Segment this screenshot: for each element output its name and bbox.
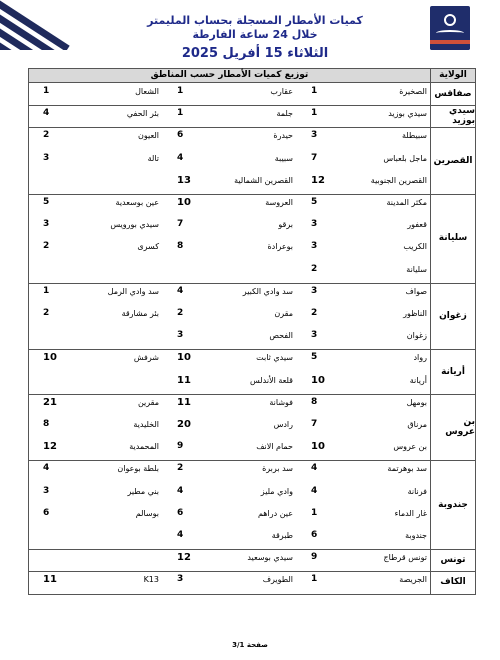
station-name: قلعة الأندلس (249, 375, 293, 385)
rainfall-value: 2 (43, 308, 50, 318)
rainfall-value: 2 (43, 130, 50, 141)
station-name: سد بربرة (262, 464, 293, 474)
table-row (29, 349, 431, 371)
station-name: صواف (405, 286, 427, 296)
rainfall-value: 3 (311, 330, 318, 341)
rainfall-value: 12 (177, 552, 191, 564)
rainfall-value: 3 (177, 574, 184, 585)
station-name: رادس (273, 420, 293, 429)
rainfall-value: 10 (177, 197, 191, 208)
station-name: أريانة (409, 375, 427, 385)
station-name: عقارب (270, 87, 293, 96)
table-row (29, 283, 431, 305)
rainfall-value: 3 (43, 485, 50, 496)
station-name: سبيبة (274, 153, 293, 163)
station-name: K13 (143, 575, 159, 585)
station-name: بوعرادة (267, 242, 293, 252)
station-name: جلمة (276, 109, 293, 119)
rainfall-value: 4 (177, 285, 184, 296)
table-header (29, 69, 475, 83)
rainfall-value: 1 (43, 86, 50, 96)
station-name: سليانة (406, 264, 427, 274)
rainfall-value: 1 (311, 108, 318, 119)
rainfall-value: 3 (311, 219, 318, 230)
rainfall-value: 1 (311, 86, 318, 96)
governorate-name: بن عروس (445, 417, 475, 438)
rainfall-value: 9 (177, 441, 184, 452)
page-number: صفحة 3/1 (232, 641, 268, 649)
station-name: جندوبة (405, 531, 427, 540)
station-name: الكريب (403, 242, 427, 252)
rainfall-value: 3 (177, 330, 184, 341)
table-row (29, 105, 431, 127)
station-name: القصرين الجنوبية (370, 175, 427, 185)
rainfall-value: 4 (177, 152, 184, 163)
station-name: سد بوهرتمة (387, 464, 427, 474)
station-name: العروسة (265, 198, 293, 207)
governorate-name: تونس (440, 555, 466, 566)
station-name: سبيطلة (401, 131, 427, 141)
table-row (29, 305, 431, 327)
table-row (29, 394, 431, 416)
station-name: سيدي بورويس (110, 220, 159, 230)
station-name: بومهل (406, 397, 427, 407)
governorate-name: القصرين (433, 155, 473, 166)
station-name: بئر الحفي (126, 109, 159, 119)
station-name: الطويرف (262, 575, 293, 585)
rainfall-value: 2 (311, 263, 318, 274)
distribution-column-header: توزيع كميات الأمطار حسب المناطق (150, 70, 309, 80)
rainfall-value: 4 (311, 485, 318, 496)
table-row (29, 483, 431, 505)
rainfall-value: 3 (43, 219, 50, 230)
rainfall-value: 5 (43, 197, 50, 207)
station-name: ماجل بلعباس (383, 153, 427, 163)
rainfall-value: 4 (311, 463, 318, 474)
rainfall-value: 21 (43, 396, 57, 408)
table-row (29, 527, 431, 549)
table-row (29, 571, 431, 593)
governorate-column-divider (430, 69, 475, 594)
station-name: بلطة بوعوان (117, 464, 159, 474)
table-row (29, 372, 431, 394)
rainfall-value: 7 (311, 419, 318, 429)
table-row (29, 549, 431, 571)
station-name: بن عروس (393, 442, 427, 452)
station-name: طبرقة (271, 531, 293, 540)
report-title: كميات الأمطار المسجلة بحساب المليمتر (147, 14, 363, 27)
rainfall-value: 11 (177, 396, 191, 408)
station-name: بني مطير (127, 486, 159, 496)
station-name: سيدي بوزيد (388, 109, 427, 119)
station-name: فرنانة (407, 486, 427, 496)
station-name: مقرين (137, 397, 159, 407)
rainfall-value: 2 (43, 241, 50, 252)
rainfall-value: 6 (311, 530, 318, 540)
table-row (29, 238, 431, 260)
rainfall-value: 4 (43, 108, 50, 119)
rainfall-value: 10 (43, 352, 57, 364)
rainfall-value: 12 (311, 174, 325, 186)
governorate-name: سيدي بوزيد (449, 106, 475, 127)
rainfall-value: 10 (311, 441, 325, 453)
station-name: شرفش (133, 353, 159, 363)
station-name: بئر مشارقة (121, 309, 159, 318)
governorate-name: الكاف (440, 577, 466, 588)
rainfall-value: 4 (43, 463, 50, 474)
table-row (29, 261, 431, 283)
rainfall-value: 20 (177, 419, 191, 430)
station-name: العيون (138, 131, 159, 141)
institute-logo-icon (430, 6, 470, 50)
governorate-name: زغوان (439, 311, 467, 322)
rainfall-value: 8 (43, 419, 50, 429)
station-name: سيدي ثابت (256, 353, 293, 363)
station-name: تونس قرطاج (383, 553, 427, 563)
station-name: الشعال (135, 87, 159, 96)
station-name: حمام الانف (256, 442, 293, 452)
rainfall-value: 7 (311, 152, 318, 163)
table-row (29, 460, 431, 482)
rainfall-value: 1 (311, 574, 318, 585)
station-name: مكثر المدينة (386, 198, 427, 207)
station-name: مرناق (407, 420, 427, 429)
governorate-name: أريانة (441, 366, 465, 377)
station-name: غار الدماء (394, 508, 427, 518)
station-name: كسرى (137, 242, 159, 252)
station-name: المحمدية (129, 442, 159, 452)
rainfall-value: 11 (43, 574, 57, 586)
station-name: عين دراهم (257, 508, 293, 518)
station-name: مقرن (274, 309, 293, 318)
station-name: قعفور (407, 220, 427, 230)
table-row (29, 505, 431, 527)
station-name: زغوان (406, 331, 427, 341)
rainfall-value: 13 (177, 174, 191, 186)
station-name: وادي مليز (260, 486, 293, 496)
table-row (29, 194, 431, 216)
rainfall-value: 1 (177, 108, 184, 119)
governorate-name: صفاقس (434, 89, 472, 100)
rainfall-table (28, 68, 476, 595)
rainfall-value: 3 (43, 152, 50, 163)
table-row (29, 150, 431, 172)
table-row (29, 327, 431, 349)
station-name: سيدي بوسعيد (247, 553, 293, 563)
rainfall-value: 5 (311, 352, 318, 363)
station-name: الخليدية (133, 420, 159, 429)
rainfall-value: 1 (311, 507, 318, 518)
station-name: القصرين الشمالية (234, 175, 293, 185)
rainfall-value: 10 (311, 374, 325, 386)
station-name: فوشانة (269, 397, 293, 407)
report-date: الثلاثاء 15 أفريل 2025 (181, 46, 329, 61)
rainfall-value: 4 (177, 530, 184, 540)
rainfall-value: 1 (177, 86, 184, 96)
table-row (29, 216, 431, 238)
rainfall-value: 8 (311, 396, 318, 407)
station-name: حيدرة (273, 131, 293, 141)
table-row (29, 127, 431, 149)
rainfall-value: 3 (311, 130, 318, 141)
governorate-name: جندوبة (438, 499, 468, 510)
station-name: الصخيرة (399, 87, 427, 96)
rainfall-value: 8 (177, 241, 184, 252)
rainfall-value: 7 (177, 219, 184, 230)
rainfall-value: 4 (177, 485, 184, 496)
rainfall-value: 9 (311, 552, 318, 563)
station-name: برقو (278, 220, 293, 230)
rainfall-value: 6 (177, 130, 184, 141)
table-row (29, 172, 431, 194)
station-name: سد وادي الكبير (242, 286, 293, 296)
station-name: بوسالم (135, 508, 159, 518)
station-name: الفحص (269, 331, 293, 341)
report-subtitle: خلال 24 ساعة الفارطة (192, 28, 318, 41)
decorative-stripes (0, 0, 80, 50)
rainfall-value: 6 (177, 507, 184, 518)
rainfall-value: 10 (177, 352, 191, 364)
rainfall-value: 2 (177, 308, 184, 318)
rainfall-value: 2 (177, 463, 184, 474)
rainfall-value: 5 (311, 197, 318, 207)
station-name: عين بوسعدية (115, 198, 159, 207)
table-row (29, 438, 431, 460)
rainfall-value: 11 (177, 374, 191, 386)
station-name: الجريصة (399, 575, 427, 585)
station-name: تالة (147, 153, 159, 163)
rainfall-value: 6 (43, 507, 50, 518)
station-name: سد وادي الرمل (107, 286, 159, 296)
table-row (29, 416, 431, 438)
rainfall-value: 3 (311, 285, 318, 296)
rainfall-value: 12 (43, 441, 57, 453)
station-name: رواد (413, 353, 427, 363)
station-name: الناظور (403, 309, 427, 318)
governorate-name: سليانة (438, 233, 468, 244)
rainfall-value: 2 (311, 308, 318, 318)
rainfall-value: 3 (311, 241, 318, 252)
table-row (29, 83, 431, 105)
rainfall-value: 1 (43, 285, 50, 296)
governorate-column-header: الولاية (430, 69, 475, 82)
